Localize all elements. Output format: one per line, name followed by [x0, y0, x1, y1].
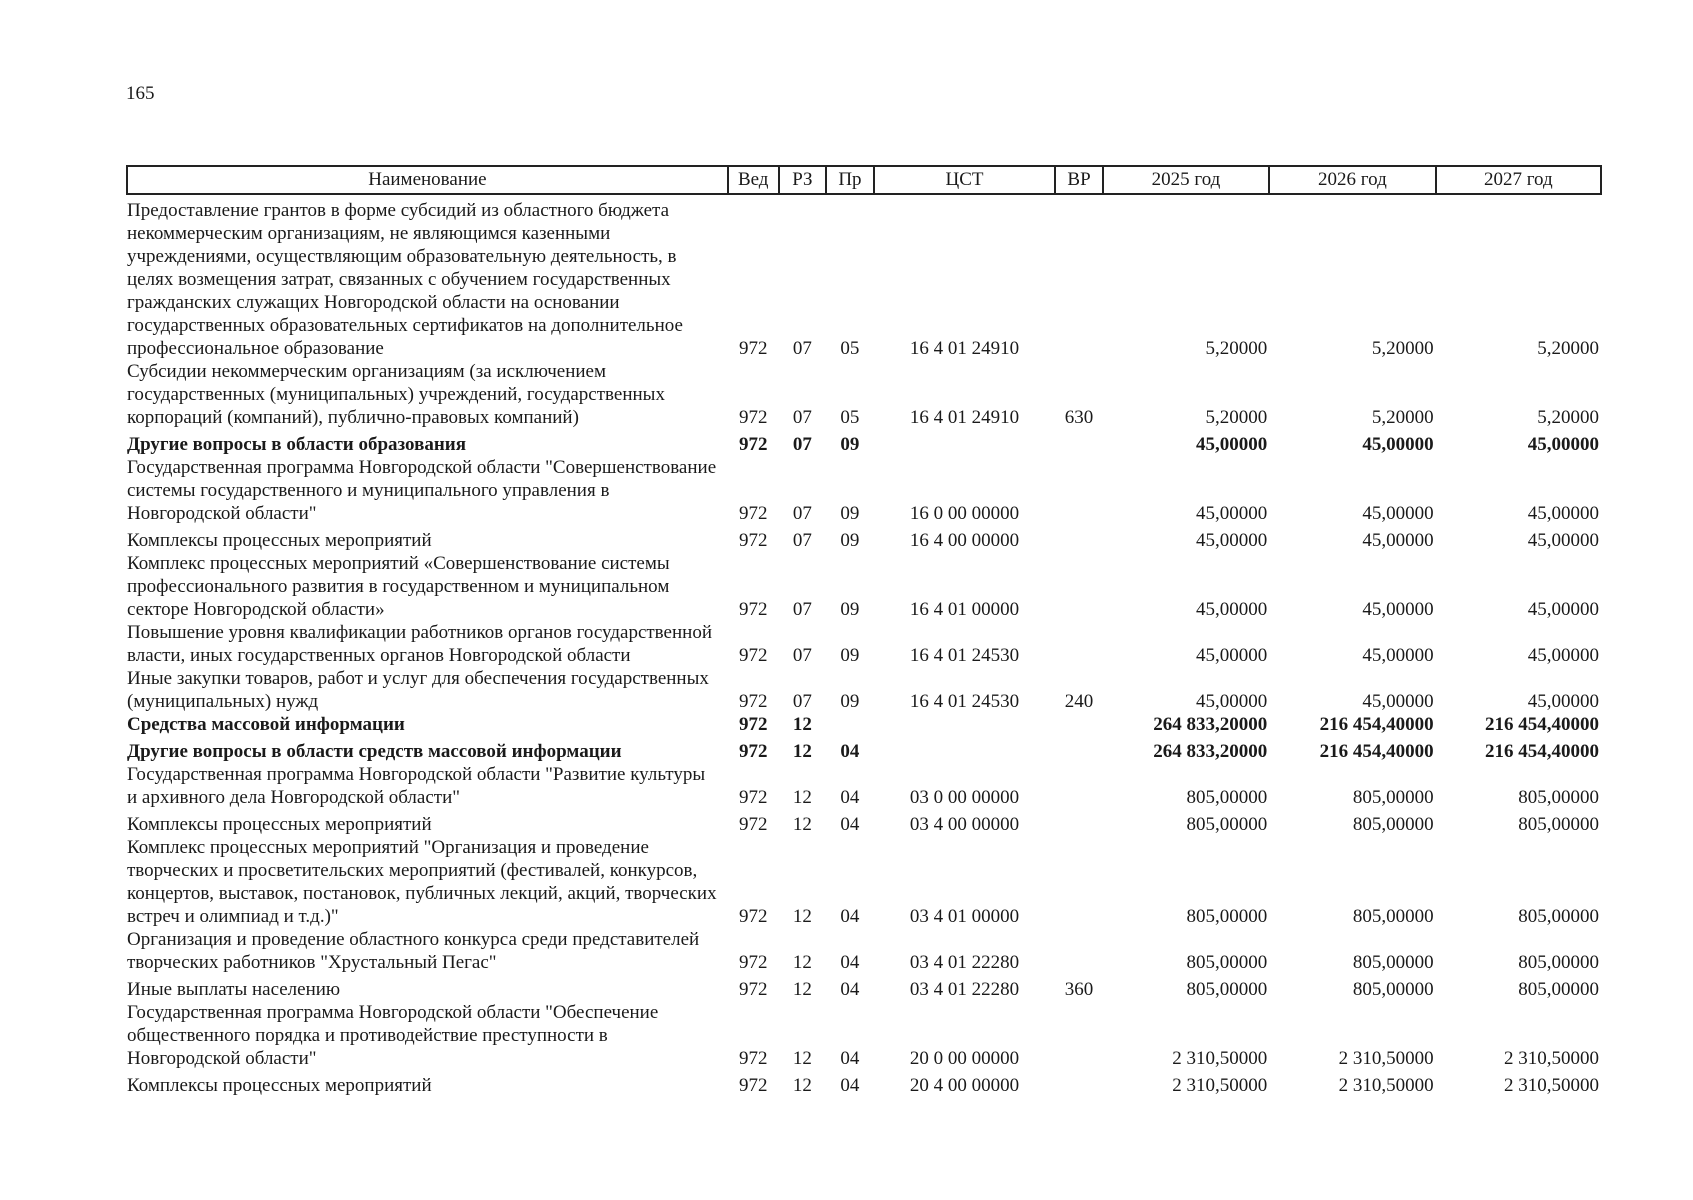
row-2025: 2 310,50000 — [1172, 1048, 1268, 1069]
row-2026: 805,00000 — [1352, 814, 1434, 835]
row-2026: 2 310,50000 — [1338, 1048, 1434, 1069]
table-body — [127, 194, 1601, 1097]
row-name: Государственная программа Новгородской области "Развитие культуры и архивного дела Новгородской области" — [127, 764, 706, 808]
row-vr — [1055, 736, 1103, 763]
table-row — [127, 763, 1601, 809]
table-row — [127, 667, 1601, 713]
row-cst: 16 4 00 00000 — [909, 530, 1020, 551]
row-2027: 216 454,40000 — [1485, 741, 1599, 762]
row-pr: 09 — [840, 503, 860, 524]
row-pr: 04 — [840, 787, 860, 808]
table-row — [127, 525, 1601, 552]
row-pr: 09 — [840, 691, 860, 712]
table-row — [127, 456, 1601, 525]
row-2025: 264 833,20000 — [1153, 741, 1268, 762]
row-name: Государственная программа Новгородской области "Совершенствование системы государственного и муниципального управления в Новгородской области" — [127, 457, 717, 524]
row-2026: 45,00000 — [1362, 599, 1434, 620]
row-pr: 05 — [840, 338, 860, 359]
row-pr — [826, 713, 874, 736]
row-2026: 45,00000 — [1362, 530, 1434, 551]
row-2026: 805,00000 — [1352, 787, 1434, 808]
row-name: Средства массовой информации — [127, 714, 405, 735]
header-cst: ЦСТ — [874, 166, 1056, 194]
row-2027: 2 310,50000 — [1504, 1075, 1599, 1096]
row-2025: 45,00000 — [1195, 691, 1268, 712]
row-rz: 12 — [792, 906, 812, 927]
row-name: Комплексы процессных мероприятий — [127, 814, 432, 835]
row-2025: 5,20000 — [1205, 338, 1268, 359]
row-2025: 805,00000 — [1186, 979, 1268, 1000]
header-2025: 2025 год — [1103, 166, 1269, 194]
row-2025: 45,00000 — [1195, 530, 1268, 551]
row-vr — [1055, 621, 1103, 667]
row-pr: 04 — [840, 906, 860, 927]
row-rz: 12 — [792, 979, 812, 1000]
row-cst: 20 4 00 00000 — [909, 1075, 1020, 1096]
row-cst — [874, 736, 1056, 763]
row-2025: 805,00000 — [1186, 814, 1268, 835]
row-rz: 12 — [792, 714, 812, 735]
row-rz: 07 — [792, 434, 812, 455]
row-rz: 07 — [792, 599, 812, 620]
row-vr — [1055, 1001, 1103, 1070]
row-name: Другие вопросы в области средств массовой информации — [127, 741, 622, 762]
table-row — [127, 621, 1601, 667]
row-ved: 972 — [738, 645, 768, 666]
row-name: Государственная программа Новгородской области "Обеспечение общественного порядка и противодействие преступности в Новгородской области" — [127, 1002, 659, 1069]
row-2026: 45,00000 — [1362, 691, 1434, 712]
budget-table — [126, 165, 1602, 1097]
header-pr: Пр — [826, 166, 874, 194]
row-name: Организация и проведение областного конкурса среди представителей творческих работников "Хрустальный Пегас" — [127, 929, 700, 973]
row-cst: 16 0 00 00000 — [909, 503, 1020, 524]
row-vr — [1055, 1070, 1103, 1097]
row-pr: 04 — [840, 741, 860, 762]
row-vr: 630 — [1064, 407, 1094, 428]
row-rz: 12 — [792, 952, 812, 973]
row-ved: 972 — [738, 503, 768, 524]
row-rz: 12 — [792, 787, 812, 808]
table-row — [127, 809, 1601, 836]
row-pr: 04 — [840, 979, 860, 1000]
header-rz: РЗ — [779, 166, 827, 194]
row-rz: 07 — [792, 691, 812, 712]
row-2027: 5,20000 — [1537, 338, 1599, 359]
row-cst: 03 0 00 00000 — [909, 787, 1020, 808]
row-2027: 805,00000 — [1518, 952, 1599, 973]
row-vr — [1055, 928, 1103, 974]
row-2026: 216 454,40000 — [1319, 714, 1434, 735]
row-2027: 805,00000 — [1518, 787, 1599, 808]
row-ved: 972 — [738, 407, 768, 428]
row-2027: 805,00000 — [1518, 814, 1599, 835]
row-2027: 45,00000 — [1527, 434, 1599, 455]
table-header-row — [127, 166, 1601, 194]
row-ved: 972 — [738, 1075, 768, 1096]
row-2027: 45,00000 — [1527, 530, 1599, 551]
row-name: Повышение уровня квалификации работников органов государственной власти, иных государственных органов Новгородской области — [127, 622, 712, 666]
page-number: 165 — [126, 83, 155, 104]
row-pr: 09 — [840, 434, 860, 455]
row-2025: 264 833,20000 — [1153, 714, 1268, 735]
row-name: Комплексы процессных мероприятий — [127, 1075, 432, 1096]
row-ved: 972 — [738, 434, 768, 455]
row-2026: 2 310,50000 — [1338, 1075, 1434, 1096]
row-pr: 09 — [840, 599, 860, 620]
row-cst: 03 4 01 22280 — [909, 979, 1020, 1000]
row-rz: 07 — [792, 503, 812, 524]
table-row — [127, 194, 1601, 360]
row-rz: 12 — [792, 1048, 812, 1069]
row-2027: 805,00000 — [1518, 906, 1599, 927]
row-ved: 972 — [738, 952, 768, 973]
row-2027: 5,20000 — [1537, 407, 1599, 428]
row-2027: 45,00000 — [1527, 503, 1599, 524]
row-cst: 16 4 01 00000 — [909, 599, 1020, 620]
row-2025: 805,00000 — [1186, 906, 1268, 927]
row-2025: 45,00000 — [1195, 503, 1268, 524]
row-ved: 972 — [738, 714, 768, 735]
row-ved: 972 — [738, 599, 768, 620]
table-row — [127, 1070, 1601, 1097]
row-name: Комплексы процессных мероприятий — [127, 530, 432, 551]
row-vr — [1055, 809, 1103, 836]
row-cst — [874, 429, 1056, 456]
row-2026: 805,00000 — [1352, 952, 1434, 973]
row-pr: 09 — [840, 645, 860, 666]
row-ved: 972 — [738, 1048, 768, 1069]
row-name: Комплекс процессных мероприятий "Организация и проведение творческих и просветительских мероприятий (фестивалей, конкурсов, концертов, выставок, постановок, публичных лекций, акций, творческих встреч и олимпиад и т.д.)" — [127, 837, 717, 927]
row-ved: 972 — [738, 338, 768, 359]
row-pr: 04 — [840, 952, 860, 973]
row-2027: 216 454,40000 — [1485, 714, 1599, 735]
row-ved: 972 — [738, 814, 768, 835]
table-row — [127, 736, 1601, 763]
table-row — [127, 1001, 1601, 1070]
row-2026: 5,20000 — [1371, 338, 1434, 359]
row-2025: 5,20000 — [1205, 407, 1268, 428]
row-2026: 45,00000 — [1362, 645, 1434, 666]
table-row — [127, 713, 1601, 736]
row-vr: 360 — [1064, 979, 1094, 1000]
header-vr: ВР — [1055, 166, 1103, 194]
row-name: Предоставление грантов в форме субсидий из областного бюджета некоммерческим организациям, не являющимся казенными учреждениями, осуществляющим образовательную деятельность, в целях возмещения затрат, связанных с обучением государственных гражданских служащих Новгородской области на основании государственных образовательных сертификатов на дополнительное профессиональное образование — [127, 200, 683, 359]
row-name: Иные выплаты населению — [127, 979, 341, 1000]
row-cst: 16 4 01 24910 — [909, 338, 1020, 359]
header-2026: 2026 год — [1269, 166, 1435, 194]
row-vr — [1055, 552, 1103, 621]
row-rz: 12 — [792, 1075, 812, 1096]
table-row — [127, 928, 1601, 974]
row-vr — [1055, 525, 1103, 552]
header-name: Наименование — [127, 166, 728, 194]
row-pr: 04 — [840, 814, 860, 835]
row-cst: 16 4 01 24530 — [909, 691, 1020, 712]
row-ved: 972 — [738, 787, 768, 808]
row-2026: 45,00000 — [1362, 434, 1434, 455]
row-rz: 12 — [792, 814, 812, 835]
row-2025: 45,00000 — [1195, 599, 1268, 620]
table-row — [127, 360, 1601, 429]
row-cst: 20 0 00 00000 — [909, 1048, 1020, 1069]
row-ved: 972 — [738, 741, 768, 762]
row-rz: 07 — [792, 530, 812, 551]
row-pr: 05 — [840, 407, 860, 428]
row-rz: 07 — [792, 645, 812, 666]
row-rz: 07 — [792, 407, 812, 428]
row-rz: 07 — [792, 338, 812, 359]
row-vr — [1055, 836, 1103, 928]
row-name: Субсидии некоммерческим организациям (за исключением государственных (муниципальных) учреждений, государственных корпораций (компаний), публично-правовых компаний) — [127, 361, 665, 428]
row-pr: 09 — [840, 530, 860, 551]
row-name: Комплекс процессных мероприятий «Совершенствование системы профессионального развития в государственном и муниципальном секторе Новгородской области» — [127, 553, 670, 620]
row-vr — [1055, 429, 1103, 456]
row-ved: 972 — [738, 691, 768, 712]
row-2026: 805,00000 — [1352, 979, 1434, 1000]
row-2026: 5,20000 — [1371, 407, 1434, 428]
row-2025: 805,00000 — [1186, 787, 1268, 808]
row-vr: 240 — [1064, 691, 1094, 712]
row-ved: 972 — [738, 979, 768, 1000]
row-2026: 216 454,40000 — [1319, 741, 1434, 762]
row-vr — [1055, 713, 1103, 736]
row-2027: 805,00000 — [1518, 979, 1599, 1000]
header-ved: Вед — [728, 166, 779, 194]
row-rz: 12 — [792, 741, 812, 762]
header-2027: 2027 год — [1436, 166, 1601, 194]
row-ved: 972 — [738, 530, 768, 551]
row-2027: 45,00000 — [1527, 691, 1599, 712]
row-name: Иные закупки товаров, работ и услуг для обеспечения государственных (муниципальных) нужд — [127, 668, 709, 712]
row-2026: 45,00000 — [1362, 503, 1434, 524]
row-cst: 16 4 01 24530 — [909, 645, 1020, 666]
row-2025: 2 310,50000 — [1172, 1075, 1268, 1096]
row-cst — [874, 713, 1056, 736]
table-row — [127, 974, 1601, 1001]
row-cst: 03 4 01 22280 — [909, 952, 1020, 973]
row-pr: 04 — [840, 1048, 860, 1069]
row-vr — [1055, 456, 1103, 525]
row-cst: 03 4 01 00000 — [909, 906, 1020, 927]
row-2027: 2 310,50000 — [1504, 1048, 1599, 1069]
row-2025: 45,00000 — [1195, 434, 1268, 455]
row-2026: 805,00000 — [1352, 906, 1434, 927]
row-2027: 45,00000 — [1527, 645, 1599, 666]
row-vr — [1055, 194, 1103, 360]
table-row — [127, 836, 1601, 928]
row-name: Другие вопросы в области образования — [127, 434, 467, 455]
table-row — [127, 552, 1601, 621]
row-2025: 45,00000 — [1195, 645, 1268, 666]
row-2025: 805,00000 — [1186, 952, 1268, 973]
row-vr — [1055, 763, 1103, 809]
row-pr: 04 — [840, 1075, 860, 1096]
row-2027: 45,00000 — [1527, 599, 1599, 620]
row-cst: 03 4 00 00000 — [909, 814, 1020, 835]
row-ved: 972 — [738, 906, 768, 927]
table-row — [127, 429, 1601, 456]
row-cst: 16 4 01 24910 — [909, 407, 1020, 428]
